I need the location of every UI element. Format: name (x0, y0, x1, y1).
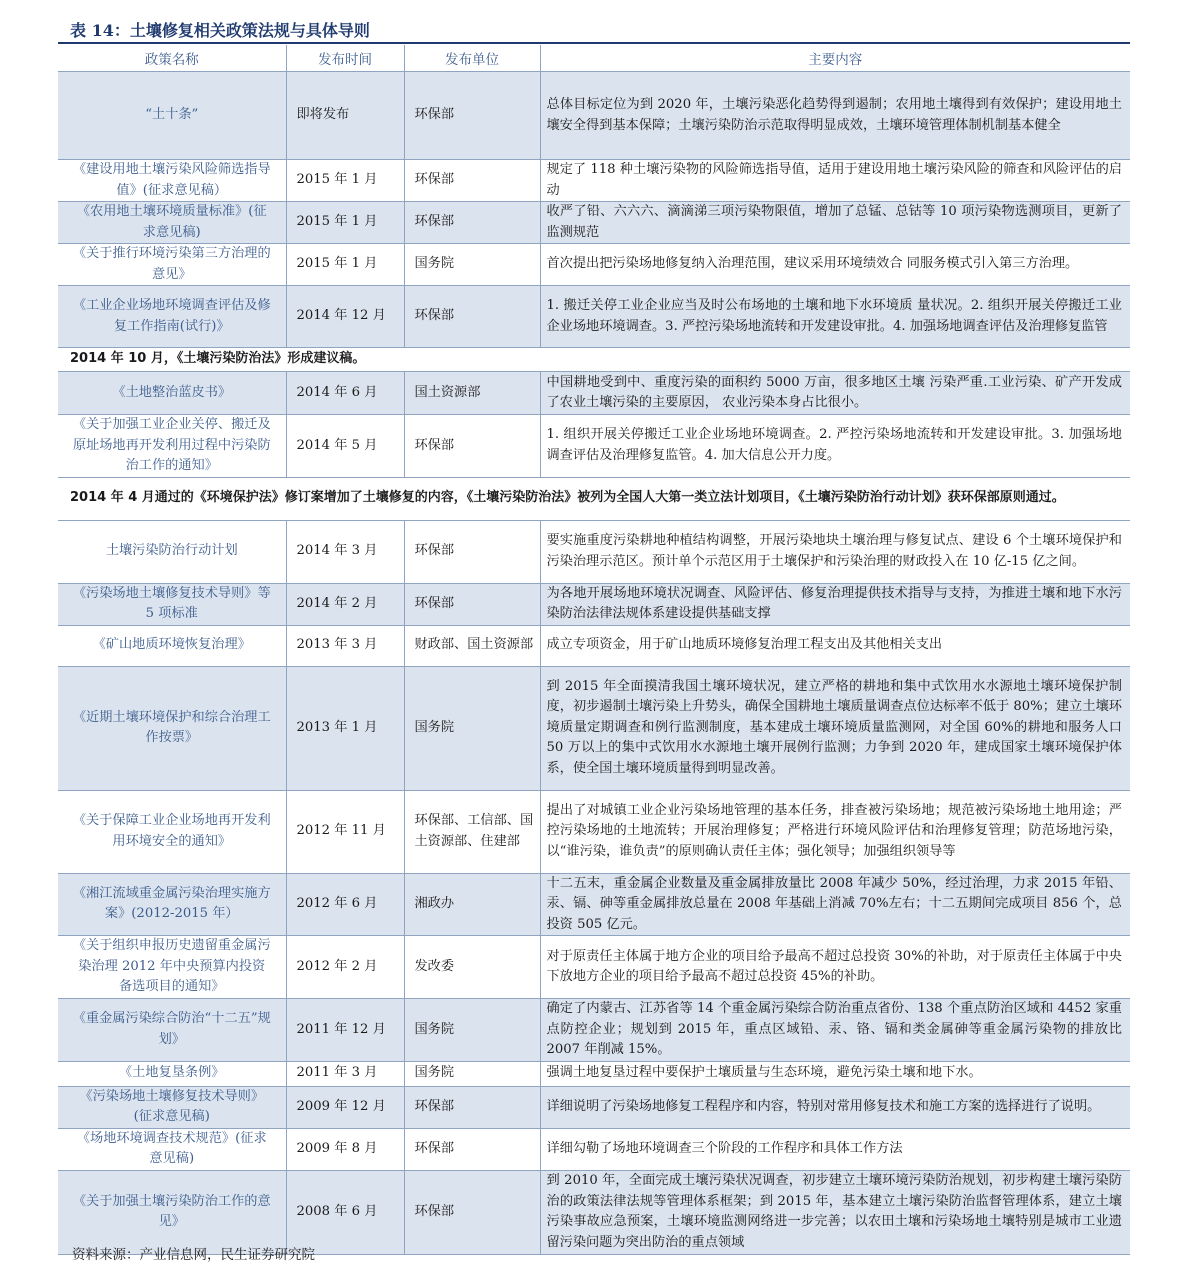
table-row (58, 625, 1130, 666)
policy-name-cell: 《农用地土壤环境质量标准》(征求意见稿) (58, 202, 286, 244)
header-issuer: 发布单位 (404, 45, 540, 72)
policy-name-cell: 土壤污染防治行动计划 (58, 520, 286, 583)
policy-name-cell: 《重金属污染综合防治“十二五”规划》 (58, 999, 286, 1062)
release-date-cell: 2014 年 2 月 (286, 583, 404, 625)
policy-name-cell: “土十条” (58, 72, 286, 160)
content-cell: 确定了内蒙古、江苏省等 14 个重金属污染综合防治重点省份、138 个重点防治区域和 4452 家重点防控企业；规划到 2015 年，重点区域铅、汞、铬、镉和类金属砷等重金属污染物的排放比 2007 年削减 15%。 (540, 999, 1130, 1062)
release-date-cell: 2015 年 1 月 (286, 160, 404, 202)
issuer-cell: 环保部 (404, 1086, 540, 1128)
release-date-cell: 2013 年 1 月 (286, 666, 404, 790)
release-date-cell: 2008 年 6 月 (286, 1170, 404, 1254)
issuer-cell: 环保部 (404, 202, 540, 244)
table-row (58, 999, 1130, 1062)
issuer-cell: 环保部 (404, 1170, 540, 1254)
table-row (58, 666, 1130, 790)
release-date-cell: 2014 年 5 月 (286, 415, 404, 478)
policy-name-cell: 《污染场地土壤修复技术导则》等 5 项标准 (58, 583, 286, 625)
content-cell: 要实施重度污染耕地种植结构调整，开展污染地块土壤治理与修复试点、建设 6 个土壤环境保护和污染治理示范区。预计单个示范区用于土壤保护和污染治理的财政投入在 10 亿-15 亿之间。 (540, 520, 1130, 583)
table-row (58, 583, 1130, 625)
policy-name-cell: 《近期土壤环境保护和综合治理工作按票》 (58, 666, 286, 790)
release-date-cell: 2014 年 6 月 (286, 372, 404, 415)
issuer-cell: 财政部、国土资源部 (404, 625, 540, 666)
issuer-cell: 湘政办 (404, 873, 540, 936)
policy-name-cell: 《场地环境调查技术规范》(征求意见稿) (58, 1128, 286, 1170)
issuer-cell: 发改委 (404, 936, 540, 999)
policy-name-cell: 《污染场地土壤修复技术导则》(征求意见稿) (58, 1086, 286, 1128)
issuer-cell: 环保部 (404, 72, 540, 160)
content-cell: 1. 组织开展关停搬迁工业企业场地环境调查。2. 严控污染场地流转和开发建设审批。3. 加强场地调查评估及治理修复监管。4. 加大信息公开力度。 (540, 415, 1130, 478)
issuer-cell: 国务院 (404, 1061, 540, 1086)
release-date-cell: 2015 年 1 月 (286, 202, 404, 244)
table-row (58, 520, 1130, 583)
content-cell: 1. 搬迁关停工业企业应当及时公布场地的土壤和地下水环境质 量状况。2. 组织开展关停搬迁工业企业场地环境调查。3. 严控污染场地流转和开发建设审批。4. 加强场地调查评估及治理修复监管 (540, 286, 1130, 348)
content-cell: 详细说明了污染场地修复工程程序和内容，特别对常用修复技术和施工方案的选择进行了说明。 (540, 1086, 1130, 1128)
release-date-cell: 2012 年 2 月 (286, 936, 404, 999)
policy-name-cell: 《土地复垦条例》 (58, 1061, 286, 1086)
source-note: 资料来源：产业信息网，民生证券研究院 (72, 1247, 315, 1263)
table-row (58, 936, 1130, 999)
header-main-content: 主要内容 (540, 45, 1130, 72)
policy-name-cell: 《关于组织申报历史遗留重金属污染治理 2012 年中央预算内投资备选项目的通知》 (58, 936, 286, 999)
table-title: 表 14：土壤修复相关政策法规与具体导则 (70, 21, 370, 40)
release-date-cell: 2009 年 8 月 (286, 1128, 404, 1170)
table-row (58, 1128, 1130, 1170)
section-note-row (58, 477, 1130, 520)
policy-name-cell: 《建设用地土壤污染风险筛选指导值》(征求意见稿） (58, 160, 286, 202)
header-policy-name: 政策名称 (58, 45, 286, 72)
release-date-cell: 2014 年 12 月 (286, 286, 404, 348)
table-body (58, 72, 1130, 1255)
issuer-cell: 环保部 (404, 583, 540, 625)
content-cell: 到 2015 年全面摸清我国土壤环境状况，建立严格的耕地和集中式饮用水水源地土壤环境保护制度，初步遏制土壤污染上升势头，确保全国耕地土壤质量调查点位达标率不低于 80%；建立土壤环境质量定期调查和例行监测制度，基本建成土壤环境质量监测网，对全国 60%的耕地和服务人口 50 万以上的集中式饮用水水源地土壤开展例行监测；力争到 2020 年，建成国家土壤环境保护体系，使全国土壤环境质量得到明显改善。 (540, 666, 1130, 790)
table-row (58, 202, 1130, 244)
policy-name-cell: 《关于推行环境污染第三方治理的意见》 (58, 244, 286, 286)
release-date-cell: 2012 年 6 月 (286, 873, 404, 936)
policy-name-cell: 《关于加强土壤污染防治工作的意见》 (58, 1170, 286, 1254)
table-row (58, 372, 1130, 415)
section-note: 2014 年 4 月通过的《环境保护法》修订案增加了土壤修复的内容，《土壤污染防治法》被列为全国人大第一类立法计划项目，《土壤污染防治行动计划》获环保部原则通过。 (58, 477, 1130, 520)
content-cell: 中国耕地受到中、重度污染的面积约 5000 万亩，很多地区土壤 污染严重.工业污染、矿产开发成了农业土壤污染的主要原因， 农业污染本身占比很小。 (540, 372, 1130, 415)
header-release-date: 发布时间 (286, 45, 404, 72)
table-row (58, 790, 1130, 873)
issuer-cell: 环保部 (404, 1128, 540, 1170)
policy-name-cell: 《关于加强工业企业关停、搬迁及原址场地再开发利用过程中污染防治工作的通知》 (58, 415, 286, 478)
release-date-cell: 2012 年 11 月 (286, 790, 404, 873)
table-row (58, 1061, 1130, 1086)
title-divider (58, 42, 1130, 44)
policy-name-cell: 《土地整治蓝皮书》 (58, 372, 286, 415)
table-row (58, 1086, 1130, 1128)
release-date-cell: 2013 年 3 月 (286, 625, 404, 666)
content-cell: 对于原责任主体属于地方企业的项目给予最高不超过总投资 30%的补助，对于原责任主体属于中央下放地方企业的项目给予最高不超过总投资 45%的补助。 (540, 936, 1130, 999)
policy-name-cell: 《矿山地质环境恢复治理》 (58, 625, 286, 666)
release-date-cell: 2014 年 3 月 (286, 520, 404, 583)
table-row (58, 72, 1130, 160)
issuer-cell: 环保部 (404, 286, 540, 348)
table-row (58, 415, 1130, 478)
issuer-cell: 国务院 (404, 244, 540, 286)
policy-table (58, 45, 1130, 1255)
issuer-cell: 环保部 (404, 160, 540, 202)
issuer-cell: 国务院 (404, 666, 540, 790)
content-cell: 到 2010 年，全面完成土壤污染状况调查，初步建立土壤环境污染防治规划，初步构建土壤污染防治的政策法律法规等管理体系框架；到 2015 年，基本建立土壤污染防治监督管理体系，建立土壤污染事故应急预案，土壤环境监测网络进一步完善；以农田土壤和污染场地土壤特别是城市工业遗留污染问题为突出防治的重点领域 (540, 1170, 1130, 1254)
release-date-cell: 2009 年 12 月 (286, 1086, 404, 1128)
header-row (58, 45, 1130, 72)
content-cell: 详细勾勒了场地环境调查三个阶段的工作程序和具体工作方法 (540, 1128, 1130, 1170)
release-date-cell: 2015 年 1 月 (286, 244, 404, 286)
issuer-cell: 环保部、工信部、国土资源部、住建部 (404, 790, 540, 873)
issuer-cell: 国务院 (404, 999, 540, 1062)
section-note: 2014 年 10 月，《土壤污染防治法》形成建议稿。 (58, 348, 1130, 372)
content-cell: 总体目标定位为到 2020 年，土壤污染恶化趋势得到遏制；农用地土壤得到有效保护；建设用地土壤安全得到基本保障；土壤污染防治示范取得明显成效，土壤环境管理体制机制基本健全 (540, 72, 1130, 160)
content-cell: 十二五末，重金属企业数量及重金属排放量比 2008 年减少 50%，经过治理，力求 2015 年铅、汞、镉、砷等重金属排放总量在 2008 年基础上消减 70%左右；十二五期间完成项目 856 个，总投资 505 亿元。 (540, 873, 1130, 936)
table-row (58, 873, 1130, 936)
content-cell: 为各地开展场地环境状况调查、风险评估、修复治理提供技术指导与支持，为推进土壤和地下水污染防治法律法规体系建设提供基础支撑 (540, 583, 1130, 625)
release-date-cell: 2011 年 12 月 (286, 999, 404, 1062)
issuer-cell: 环保部 (404, 415, 540, 478)
policy-name-cell: 《工业企业场地环境调查评估及修复工作指南(试行)》 (58, 286, 286, 348)
policy-name-cell: 《湘江流域重金属污染治理实施方案》(2012-2015 年） (58, 873, 286, 936)
table-row (58, 286, 1130, 348)
table-row (58, 244, 1130, 286)
section-note-row (58, 348, 1130, 372)
content-cell: 首次提出把污染场地修复纳入治理范围，建议采用环境绩效合 同服务模式引入第三方治理。 (540, 244, 1130, 286)
policy-name-cell: 《关于保障工业企业场地再开发利用环境安全的通知》 (58, 790, 286, 873)
table-row (58, 160, 1130, 202)
content-cell: 规定了 118 种土壤污染物的风险筛选指导值，适用于建设用地土壤污染风险的筛查和风险评估的启动 (540, 160, 1130, 202)
issuer-cell: 国土资源部 (404, 372, 540, 415)
content-cell: 强调土地复垦过程中要保护土壤质量与生态环境，避免污染土壤和地下水。 (540, 1061, 1130, 1086)
content-cell: 提出了对城镇工业企业污染场地管理的基本任务，排查被污染场地；规范被污染场地土地用途；严控污染场地的土地流转；开展治理修复；严格进行环境风险评估和治理修复管理；防范场地污染，以“谁污染，谁负责”的原则确认责任主体；强化领导；加强组织领导等 (540, 790, 1130, 873)
release-date-cell: 即将发布 (286, 72, 404, 160)
issuer-cell: 环保部 (404, 520, 540, 583)
content-cell: 收严了铅、六六六、滴滴涕三项污染物限值，增加了总锰、总钴等 10 项污染物选测项目，更新了监测规范 (540, 202, 1130, 244)
table-row (58, 1170, 1130, 1254)
release-date-cell: 2011 年 3 月 (286, 1061, 404, 1086)
content-cell: 成立专项资金，用于矿山地质环境修复治理工程支出及其他相关支出 (540, 625, 1130, 666)
